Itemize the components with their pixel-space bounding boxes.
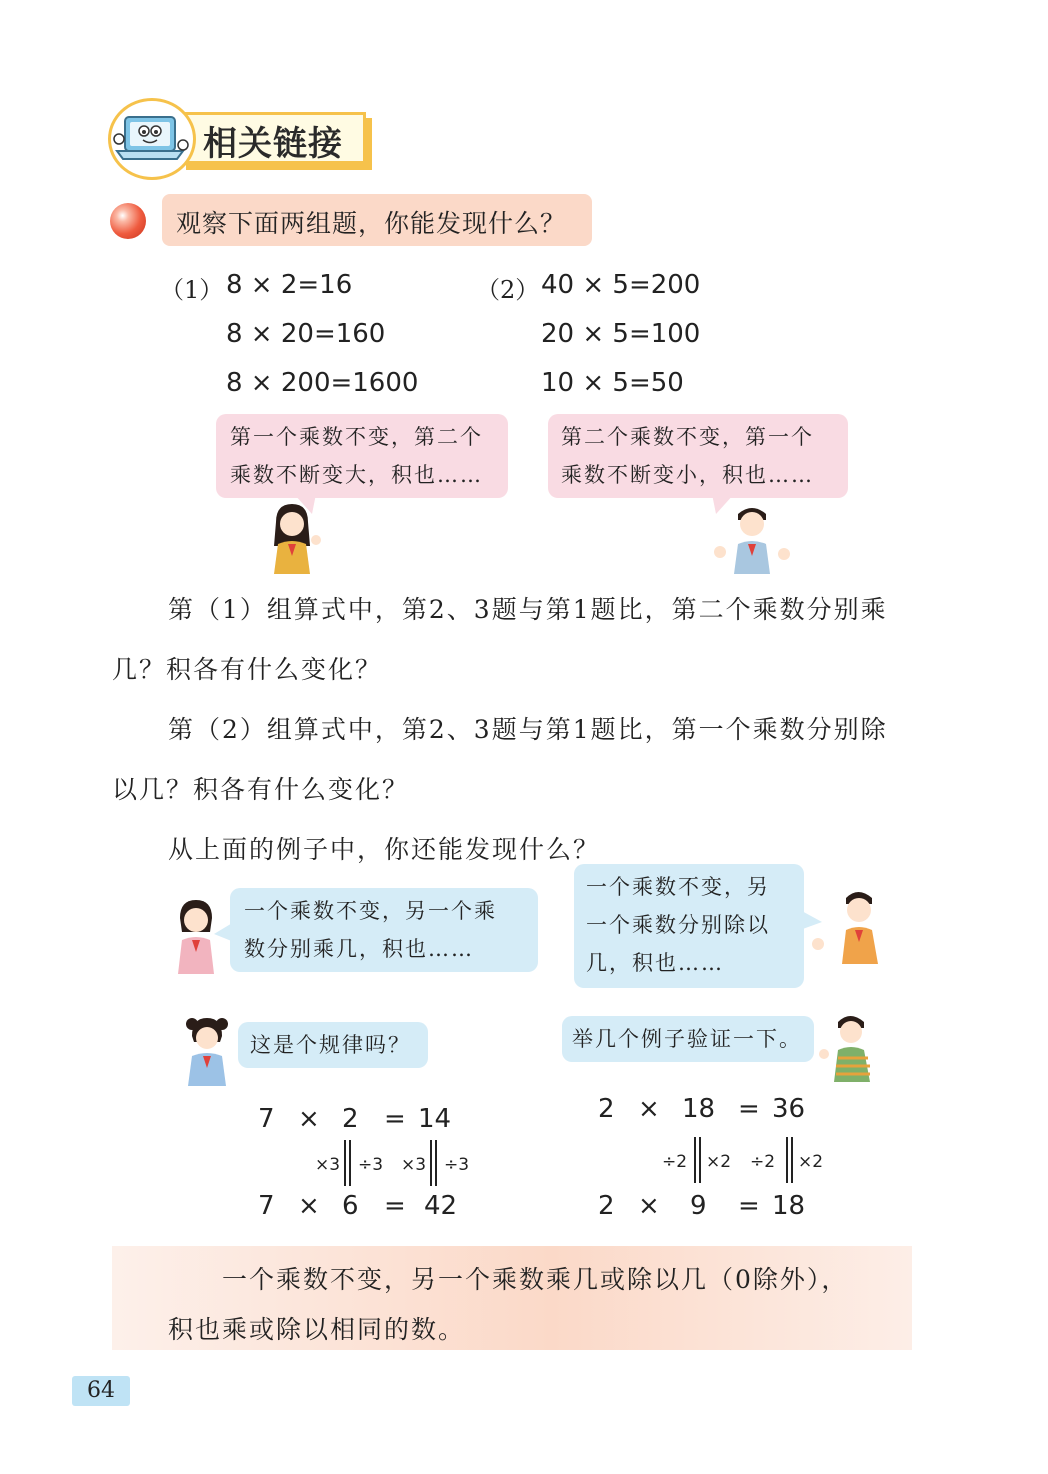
ex2-top-op: × <box>638 1094 660 1124</box>
ex1-op3: ×3 <box>401 1155 427 1175</box>
bullet-ball-icon <box>110 203 146 239</box>
ex2-bot-c: 18 <box>772 1191 806 1221</box>
ex2-top-eq: = <box>738 1094 760 1124</box>
paragraph-3: 从上面的例子中，你还能发现什么？ <box>168 835 601 864</box>
bubble3-line2: 数分别乘几，积也…… <box>244 937 474 961</box>
ex2-top-c: 36 <box>772 1094 806 1124</box>
ex2-top-b: 18 <box>682 1094 716 1124</box>
laptop-mascot-icon <box>108 98 196 180</box>
section-title: 相关链接 <box>203 124 343 164</box>
ex2-top-a: 2 <box>598 1094 615 1124</box>
group2-eq1: 40 × 5=200 <box>541 270 701 300</box>
ex2-bot-b: 9 <box>690 1191 707 1221</box>
ex2-op2: ×2 <box>706 1152 732 1172</box>
bubble1-line2: 乘数不断变大，积也…… <box>230 463 483 487</box>
group1-eq3: 8 × 200=1600 <box>226 368 419 398</box>
question-text: 观察下面两组题，你能发现什么？ <box>176 209 567 238</box>
group2-label: （2） <box>476 276 540 304</box>
bubble6-text: 举几个例子验证一下。 <box>572 1027 802 1051</box>
ex1-top-op: × <box>298 1104 320 1134</box>
group2-eq2: 20 × 5=100 <box>541 319 701 349</box>
ex1-top-eq: = <box>384 1104 406 1134</box>
bubble2-line2: 乘数不断变小，积也…… <box>561 463 814 487</box>
ex1-arrow1 <box>344 1140 351 1186</box>
ex2-arrow1 <box>694 1137 701 1183</box>
paragraph-2-line2: 以几？积各有什么变化？ <box>112 775 410 804</box>
girl-avatar <box>180 1012 234 1086</box>
conclusion-line1: 一个乘数不变，另一个乘数乘几或除以几（0除外）， <box>222 1265 849 1294</box>
ex2-bot-eq: = <box>738 1191 760 1221</box>
group1-eq2: 8 × 20=160 <box>226 319 386 349</box>
ex1-bot-b: 6 <box>342 1191 359 1221</box>
ex1-op1: ×3 <box>315 1155 341 1175</box>
ex1-op4: ÷3 <box>444 1155 470 1175</box>
ex2-op4: ×2 <box>798 1152 824 1172</box>
page-number: 64 <box>72 1376 130 1406</box>
ex1-op2: ÷3 <box>358 1155 384 1175</box>
paragraph-2-line1: 第（2）组算式中，第2、3题与第1题比，第一个乘数分别除 <box>168 715 888 744</box>
ex1-bot-op: × <box>298 1191 320 1221</box>
ex1-bot-c: 42 <box>424 1191 458 1221</box>
bubble4-line2: 一个乘数分别除以 <box>586 913 770 937</box>
ex1-arrow2 <box>430 1140 437 1186</box>
ex2-bot-op: × <box>638 1191 660 1221</box>
ex2-op1: ÷2 <box>662 1152 688 1172</box>
ex1-bot-a: 7 <box>258 1191 275 1221</box>
ex2-bot-a: 2 <box>598 1191 615 1221</box>
girl-avatar <box>260 500 324 574</box>
paragraph-1-line1: 第（1）组算式中，第2、3题与第1题比，第二个乘数分别乘 <box>168 595 888 624</box>
bubble3-line1: 一个乘数不变，另一个乘 <box>244 899 497 923</box>
ex1-top-b: 2 <box>342 1104 359 1134</box>
boy-avatar <box>808 884 900 964</box>
conclusion-line2: 积也乘或除以相同的数。 <box>168 1315 466 1344</box>
bubble4-line1: 一个乘数不变，另 <box>586 875 770 899</box>
bubble5-text: 这是个规律吗？ <box>250 1033 411 1057</box>
group1-eq1: 8 × 2=16 <box>226 270 353 300</box>
paragraph-1-line2: 几？积各有什么变化？ <box>112 655 383 684</box>
ex2-op3: ÷2 <box>750 1152 776 1172</box>
bubble4-line3: 几，积也…… <box>586 951 724 975</box>
bubble2-line1: 第二个乘数不变，第一个 <box>561 425 814 449</box>
ex1-top-c: 14 <box>418 1104 452 1134</box>
boy-avatar <box>712 500 792 574</box>
ex1-bot-eq: = <box>384 1191 406 1221</box>
ex2-arrow2 <box>786 1137 793 1183</box>
group2-eq3: 10 × 5=50 <box>541 368 684 398</box>
ex1-top-a: 7 <box>258 1104 275 1134</box>
bubble1-line1: 第一个乘数不变，第二个 <box>230 425 483 449</box>
group1-label: （1） <box>160 276 224 304</box>
boy-avatar <box>816 1008 880 1082</box>
bubble-tail <box>214 920 234 944</box>
